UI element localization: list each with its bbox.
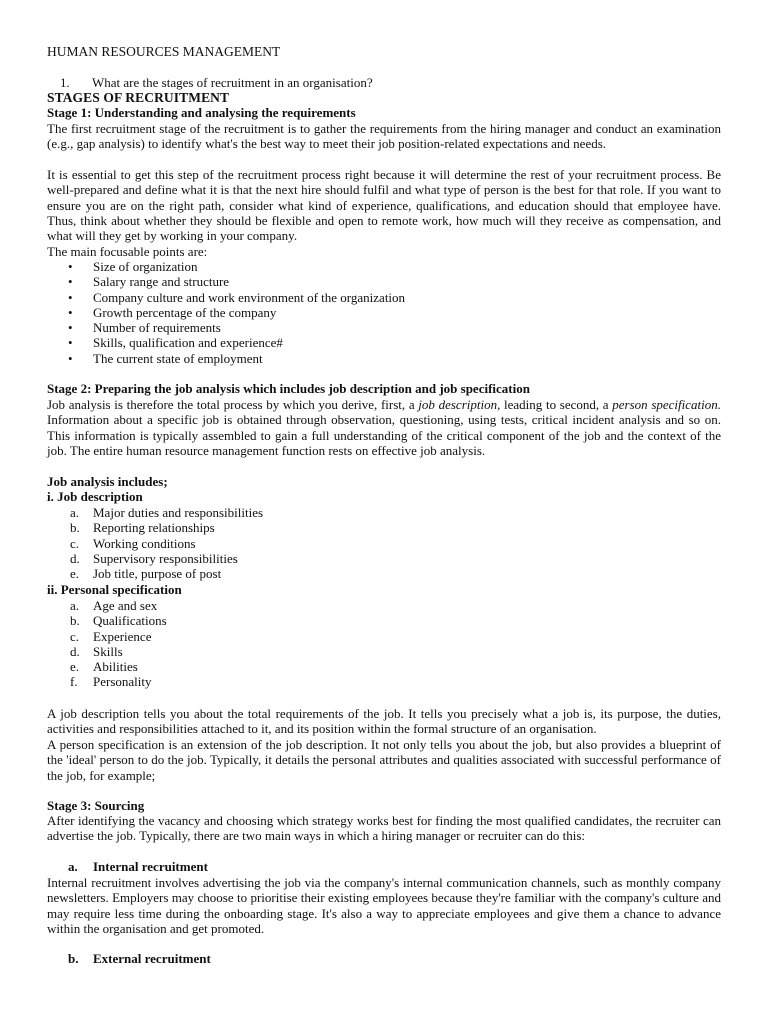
- list-item: [47, 629, 167, 644]
- question-number: 1.: [60, 75, 70, 90]
- list-item: [47, 674, 167, 689]
- list-item-text: Personality: [93, 674, 152, 690]
- list-item: [47, 566, 263, 581]
- stage3-paragraph-1: After identifying the vacancy and choosing which strategy works best for finding the most qualified candidates, the recruiter can advertise the job. Typically, there are two main ways in which a hiring manager or recruiter can do this:: [47, 813, 721, 844]
- stage1-heading: Stage 1: Understanding and analysing the requirements: [47, 105, 356, 120]
- stage2-heading: Stage 2: Preparing the job analysis which includes job description and job specification: [47, 381, 530, 396]
- list-item-text: Qualifications: [93, 613, 167, 629]
- list-item: [47, 505, 263, 520]
- stages-heading: STAGES OF RECRUITMENT: [47, 90, 230, 105]
- list-marker: f.: [70, 674, 78, 690]
- list-item: [47, 551, 263, 566]
- stage3-heading: Stage 3: Sourcing: [47, 798, 145, 813]
- list-marker: a.: [70, 598, 80, 613]
- list-item-text: Major duties and responsibilities: [93, 505, 264, 520]
- list-item: [47, 598, 167, 613]
- list-marker: d.: [70, 550, 80, 566]
- list-marker: c.: [70, 535, 80, 551]
- list-marker: d.: [70, 643, 80, 659]
- list-marker: b.: [70, 613, 80, 629]
- list-item: • Growth percentage of the company: [47, 305, 405, 320]
- list-item-text: Working conditions: [93, 535, 196, 551]
- list-item: • Company culture and work environment of the organization: [47, 290, 405, 305]
- list-item: [47, 520, 263, 535]
- internal-recruitment-heading: [68, 859, 208, 874]
- list-item-text: Skills: [93, 643, 123, 659]
- sub-marker: a.: [68, 859, 78, 874]
- list-marker: e.: [70, 566, 80, 582]
- stage1-paragraph-1: The first recruitment stage of the recruitment is to gather the requirements from the hiring manager and conduct an examination (e.g., gap analysis) to identify what's the best way to meet their job position-related expectations and needs.: [47, 121, 721, 152]
- list-item: [47, 536, 263, 551]
- list-item-text: Experience: [93, 628, 152, 644]
- stage2-p1-text: leading to second, a: [500, 397, 613, 412]
- external-recruitment-heading: [68, 951, 211, 966]
- sub-heading-text: Internal recruitment: [93, 859, 208, 874]
- person-specification-term: person specification.: [612, 397, 721, 412]
- list-marker: e.: [70, 659, 80, 675]
- list-item-text: Reporting relationships: [93, 520, 215, 536]
- job-analysis-includes: Job analysis includes;: [47, 474, 168, 489]
- list-item: • Salary range and structure: [47, 274, 405, 289]
- internal-recruitment-text: Internal recruitment involves advertising the job via the company's internal communication channels, such as monthly company newsletters. Employers may choose to prioritise their existing employees because they're familiar with the company's culture and may require less time during the onboarding stage. It's also a way to appreciate employees and give them a chance to advance within the organisation and get promoted.: [47, 875, 721, 936]
- list-marker: a.: [70, 505, 80, 520]
- list-item: [47, 659, 167, 674]
- stage2-paragraph-1: [47, 397, 721, 458]
- job-description-list: [47, 505, 263, 581]
- sub-heading-text: External recruitment: [93, 951, 211, 966]
- list-item: • Size of organization: [47, 259, 405, 274]
- stage1-paragraph-2: It is essential to get this step of the recruitment process right because it will determine the rest of your recruitment process. Be well-prepared and define what it is that the next hire should fulfil and what type of person is the best for that role. If you want to ensure you are on the right path, consider what kind of experience, qualifications, and education should that employee have. Thus, think about whether they should be flexible and open to remote work, how much will they receive as compensation, and what will they get by working in your company.: [47, 167, 721, 244]
- list-item: [47, 613, 167, 628]
- list-item: • Skills, qualification and experience#: [47, 335, 405, 350]
- job-description-heading: i. Job description: [47, 489, 143, 504]
- stage2-paragraph-2: A job description tells you about the total requirements of the job. It tells you precisely what a job is, its purpose, the duties, activities and responsibilities attached to it, and its position within the formal structure of an organisation.: [47, 706, 721, 737]
- stage2-paragraph-3: A person specification is an extension of the job description. It not only tells you about the job, but also provides a blueprint of the 'ideal' person to do the job. Typically, it details the personal attributes and qualities associated with successful performance of the job, for example;: [47, 737, 721, 783]
- list-item-text: Supervisory responsibilities: [93, 550, 238, 566]
- list-item: • Number of requirements: [47, 320, 405, 335]
- job-description-term: job description,: [418, 397, 501, 412]
- list-item-text: Job title, purpose of post: [93, 566, 222, 582]
- list-item: [47, 644, 167, 659]
- list-marker: b.: [70, 520, 80, 536]
- list-item-text: Abilities: [93, 659, 138, 675]
- list-item-text: Age and sex: [93, 598, 158, 613]
- question-text: What are the stages of recruitment in an organisation?: [92, 75, 373, 90]
- sub-marker: b.: [68, 951, 79, 966]
- document-title: HUMAN RESOURCES MANAGEMENT: [47, 44, 281, 59]
- list-item: • The current state of employment: [47, 351, 405, 366]
- stage1-points-list: [47, 259, 405, 366]
- personal-specification-list: [47, 598, 167, 690]
- personal-specification-heading: ii. Personal specification: [47, 582, 182, 597]
- stage2-p1-text: Job analysis is therefore the total process by which you derive, first, a: [47, 397, 419, 412]
- stage2-p1-text: Information about a specific job is obtained through observation, questioning, using tests, critical incident analysis and so on. This information is typically assembled to gain a full understanding of the critical component of the job and the context of the job. The entire human resource management function rests on effective job analysis.: [47, 412, 721, 458]
- list-marker: c.: [70, 628, 80, 644]
- stage1-points-intro: The main focusable points are:: [47, 244, 208, 259]
